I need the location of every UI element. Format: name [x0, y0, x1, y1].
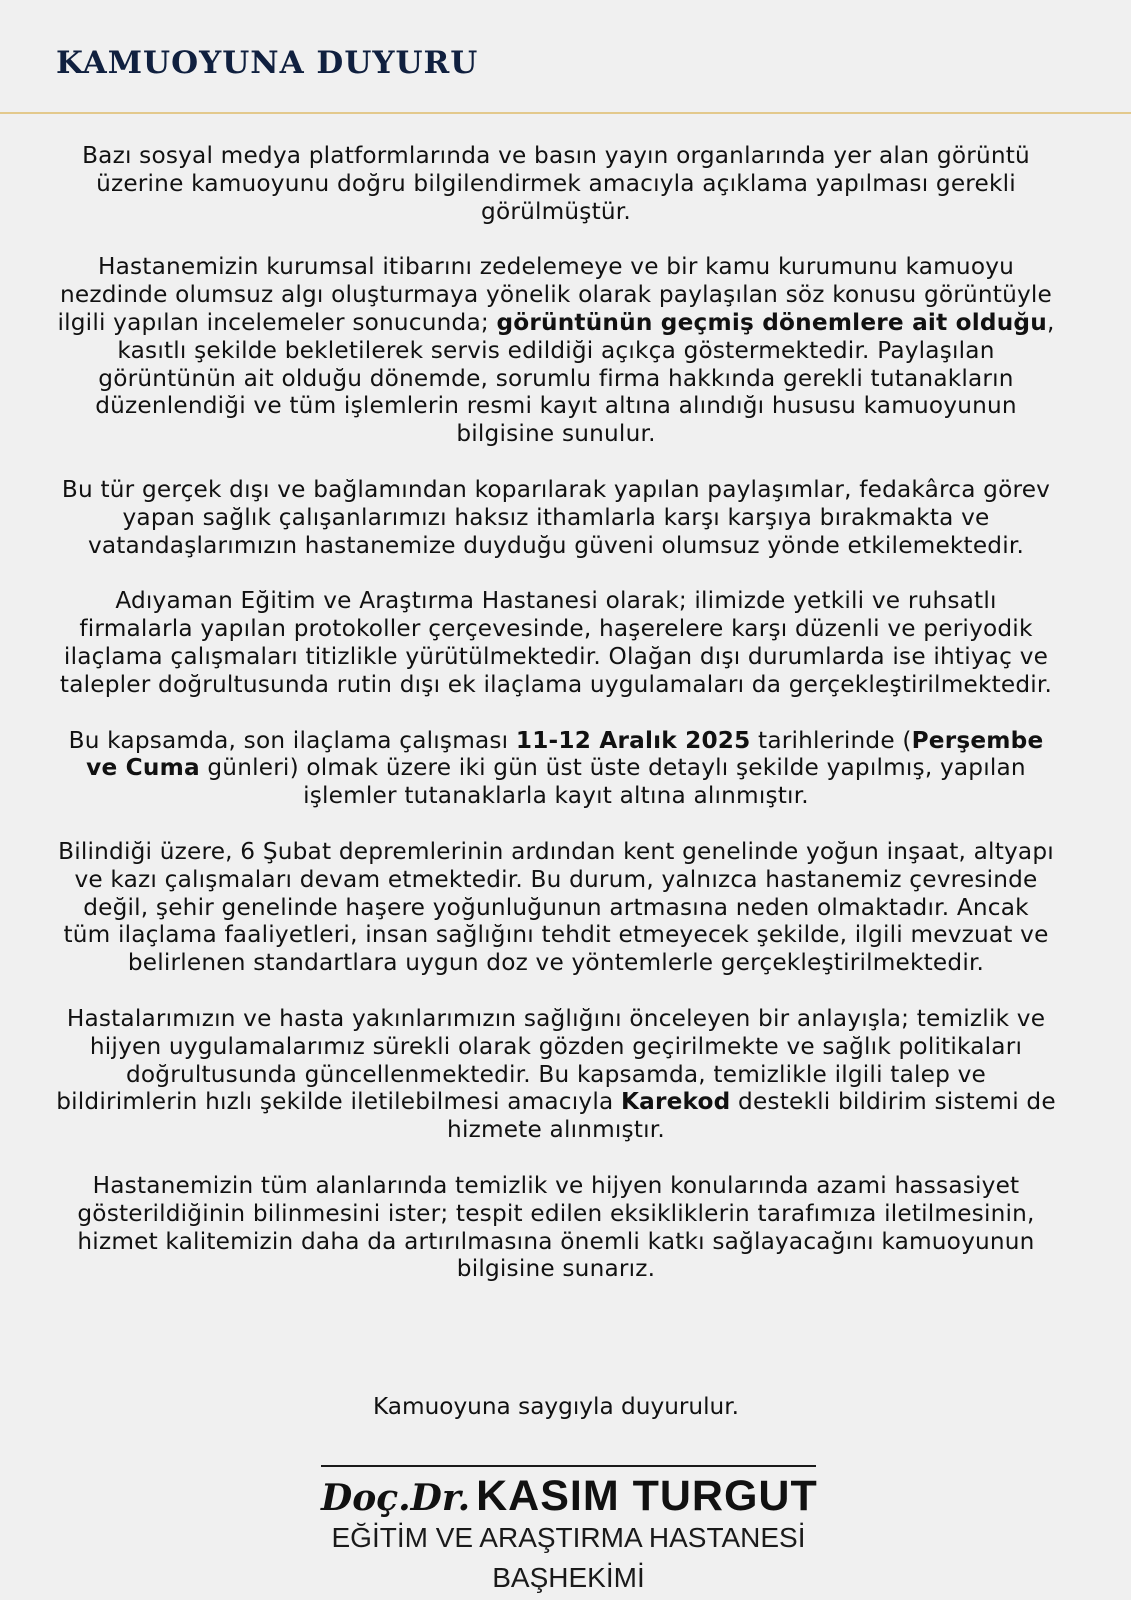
paragraph-text: destekli bildirim sistemi de hizmete alınmıştır.: [447, 1088, 1056, 1144]
body-paragraph: [56, 1005, 1056, 1144]
announcement-body: [56, 142, 1056, 1311]
paragraph-text: Bilindiği üzere, 6 Şubat depremlerinin ardından kent genelinde yoğun inşaat, altyapı ve kazı çalışmaları devam etmektedir. Bu durum, yalnızca hastanemiz çevresinde değil, şehir genelinde haşere yoğunluğunun artmasına neden olmaktadır. Ancak tüm ilaçlama faaliyetleri, insan sağlığını tehdit etmeyecek şekilde, ilgili mevzuat ve belirlenen standartlara uygun doz ve yöntemlerle gerçekleştirilmektedir.: [58, 837, 1054, 977]
paragraph-text: , kasıtlı şekilde bekletilerek servis edildiği açıkça göstermektedir. Paylaşılan görüntünün ait olduğu dönemde, sorumlu firma hakkında gerekli tutanakların düzenlendiği ve tüm işlemlerin resmi kayıt altına alındığı hususu kamuoyunun bilgisine sunulur.: [95, 308, 1055, 448]
paragraph-text: Bazı sosyal medya platformlarında ve basın yayın organlarında yer alan görüntü üzerine kamuoyunu doğru bilgilendirmek amacıyla açıklama yapılması gerekli görülmüştür.: [82, 142, 1030, 225]
signature-organization: EĞİTİM VE ARAŞTIRMA HASTANESİ: [331, 1522, 806, 1553]
paragraph-text: tarihlerinde (: [750, 726, 912, 754]
emphasis-text: 11-12 Aralık 2025: [515, 726, 751, 754]
paragraph-text: Hastalarımızın ve hasta yakınlarımızın sağlığını önceleyen bir anlayışla; temizlik ve hijyen uygulamalarımız sürekli olarak gözden geçirilmekte ve sağlık politikaları doğrultusunda güncellenmektedir. Bu kapsamda, temizlikle ilgili talep ve bildirimlerin hızlı şekilde iletilebilmesi amacıyla: [56, 1004, 1046, 1116]
header-bar: [0, 0, 1131, 114]
body-paragraph: [56, 587, 1056, 698]
body-paragraph: [56, 142, 1056, 225]
body-paragraph: [56, 1172, 1056, 1283]
paragraph-text: Adıyaman Eğitim ve Araştırma Hastanesi olarak; ilimizde yetkili ve ruhsatlı firmalarla yapılan protokoller çerçevesinde, haşerelere karşı düzenli ve periyodik ilaçlama çalışmaları titizlikle yürütülmektedir. Olağan dışı durumlarda ise ihtiyaç ve talepler doğrultusunda rutin dışı ek ilaçlama uygulamaları da gerçekleştirilmektedir.: [59, 587, 1053, 698]
signature-academic-title: Doç.Dr.: [321, 1477, 471, 1519]
body-paragraph: [56, 253, 1056, 448]
paragraph-text: Bu kapsamda, son ilaçlama çalışması: [68, 726, 516, 754]
paragraph-text: Bu tür gerçek dışı ve bağlamından koparılarak yapılan paylaşımlar, fedakârca görev yapan sağlık çalışanlarımızı haksız ithamlarla karşı karşıya bırakmakta ve vatandaşlarımızın hastanemize duyduğu güveni olumsuz yönde etkilemektedir.: [61, 475, 1051, 559]
page-title: KAMUOYUNA DUYURU: [56, 45, 479, 81]
body-paragraph: [56, 838, 1056, 977]
body-paragraph: [56, 727, 1056, 810]
body-paragraph: [56, 476, 1056, 559]
emphasis-text: Karekod: [620, 1088, 731, 1116]
paragraph-text: Hastanemizin tüm alanlarında temizlik ve hijyen konularında azami hassasiyet gösterildiğinin bilinmesini ister; tespit edilen eksikliklerin tarafımıza iletilmesinin, hizmet kalitemizin daha da artırılmasına önemli katkı sağlayacağını kamuoyunun bilgisine sunarız.: [77, 1171, 1035, 1283]
paragraph-text: günleri) olmak üzere iki gün üst üste detaylı şekilde yapılmış, yapılan işlemler tutanaklarla kayıt altına alınmıştır.: [199, 754, 1026, 810]
signature-role: BAŞHEKİMİ: [492, 1562, 645, 1593]
signature-name: KASIM TURGUT: [476, 1472, 818, 1520]
closing-line: Kamuoyuna saygıyla duyurulur.: [372, 1393, 740, 1420]
emphasis-text: Perşembe ve Cuma: [86, 726, 1044, 782]
signature-line: [321, 1465, 816, 1467]
paragraph-text: Hastanemizin kurumsal itibarını zedelemeye ve bir kamu kurumunu kamuoyu nezdinde olumsuz algı oluşturmaya yönelik olarak paylaşılan söz konusu görüntüyle ilgili yapılan incelemeler sonucunda;: [57, 253, 1053, 336]
emphasis-text: görüntünün geçmiş dönemlere ait olduğu: [496, 308, 1047, 336]
